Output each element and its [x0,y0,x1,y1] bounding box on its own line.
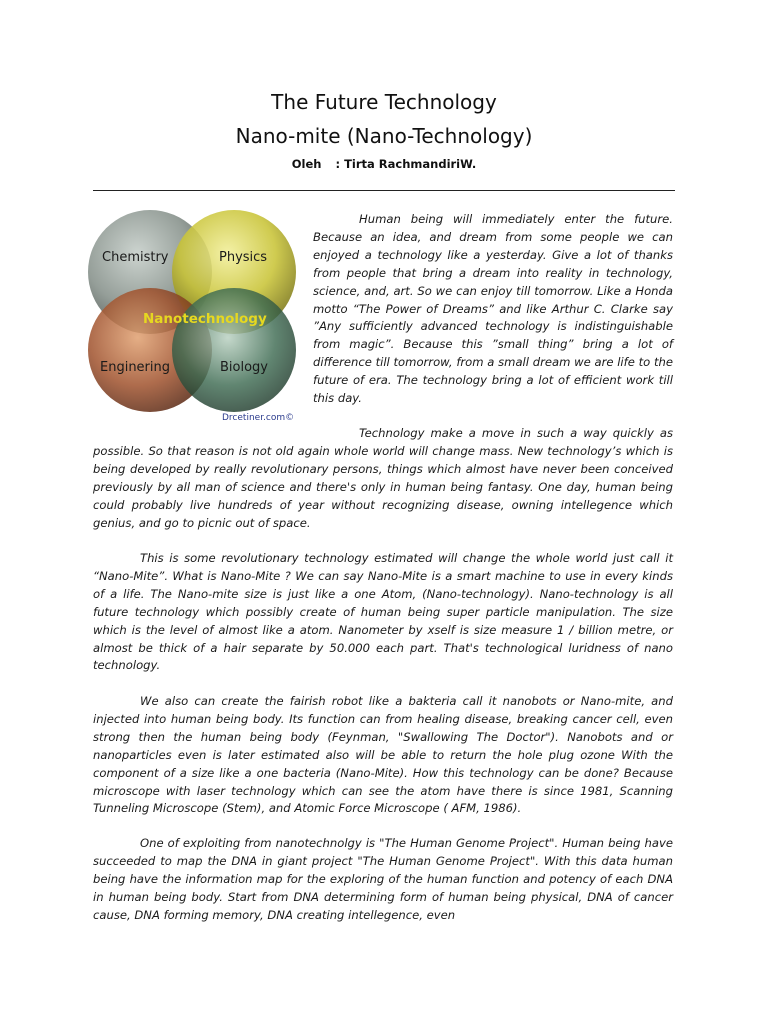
document-subtitle: Nano-mite (Nano-Technology) [235,124,533,148]
paragraph-5: One of exploiting from nanotechnolgy is "The Human Genome Project". Human being have succeeded to map the DNA in giant project "The Human Genome Project". With this data human being have the information map for the exploring of the human function and potency of each DNA in human being body. Start from DNA determining form of human being physical, DNA of cancer cause, DNA forming memory, DNA creating intellegence, even [93,836,673,922]
venn-diagram [82,204,308,430]
paragraph-4: We also can create the fairish robot like a bakteria call it nanobots or Nano-mite, and injected into human being body. Its function can from healing disease, breaking cancer cell, even strong then the human being body (Feynman, "Swallowing The Doctor"). Nanobots and or nanoparticles even is later estimated also will be able to return the hole plug ozone With the component of a size like a one bacteria (Nano-Mite). How this technology can be done? Because microscope with laser technology which can see the atom have there is since 1981, Scanning Tunneling Microscope (Stem), and Atomic Force Microscope ( AFM, 1986). [93,694,673,816]
document-title: The Future Technology [271,90,497,114]
paragraph-2-text: Technology make a move in such a way quickly as possible. So that reason is not old again whole world will change mass. New technology’s which is being developed by really revolutionary persons, things which almost have never been conceived previously by all man of science and there's only in human being fantasy. One day, human being could probably live hundreds of year without recognizing disease, owning intellegence which genius, and go to picnic out of space. [93,426,673,530]
author-line [0,157,768,171]
nanotechnology-label: Nanotechnology [143,311,267,327]
engineering-label: Enginering [100,360,171,375]
paragraph-1-text: Human being will immediately enter the future. Because an idea, and dream from some people we can enjoyed a technology like a yesterday. Give a lot of thanks from people that bring a dream into reality in technology, science, and, art. So we can enjoy till tomorrow. Like a Honda motto “The Power of Dreams” and like Arthur C. Clarke say ”Any sufficiently advanced technology is indistinguishable from magic”. Because this ”small thing” bring a lot of difference till tomorrow, from a small dream we are life to the future of era. The technology bring a lot of efficient work till this day. [313,212,673,406]
author-name: : Tirta RachmandiriW. [335,157,477,171]
biology-label: Biology [220,360,268,375]
figure-credit: Drcetiner.com© [222,413,295,423]
biology-circle [172,288,296,412]
paragraph-3: This is some revolutionary technology estimated will change the whole world just call it “Nano-Mite”. What is Nano-Mite ? We can say Nano-Mite is a smart machine to use in every kinds of a life. The Nano-mite size is just like a one Atom, (Nano-technology). Nano-technology is all future technology which possibly create of human being super particle manipulation. The size which is the level of almost like a atom. Nanometer by xself is size measure 1 / billion metre, or almost be thick of a hair separate by 50.000 each part. That's technological luridness of nano technology. [93,551,673,673]
title-divider [93,190,675,191]
physics-label: Physics [219,250,268,265]
author-label: Oleh [291,157,322,171]
nanotechnology-venn-figure [82,204,308,430]
paragraph-2 [93,425,673,532]
chemistry-label: Chemistry [102,250,169,265]
paragraph-1 [313,211,673,408]
